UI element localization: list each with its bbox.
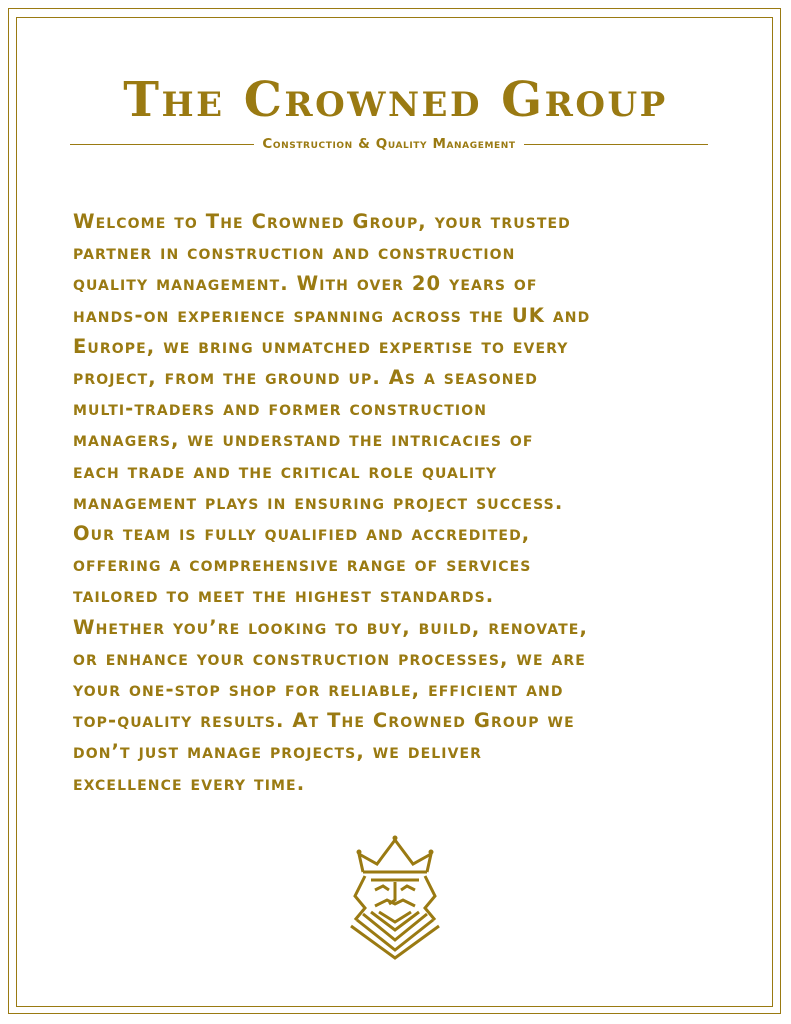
paragraph-line: Whether you’re looking to buy, build, renovate, (73, 615, 588, 639)
beard-stripe (357, 920, 433, 950)
beard-stripe (363, 914, 427, 940)
paragraph-line: each trade and the critical role quality (73, 459, 498, 483)
subtitle-rule-right (524, 144, 708, 145)
paragraph-line: project, from the ground up. As a seasoned (73, 366, 538, 390)
page-title: The Crowned Group (123, 72, 668, 128)
intro-paragraph (73, 206, 733, 799)
paragraph-line: tailored to meet the highest standards. (73, 584, 495, 608)
subtitle-rule-left (70, 144, 254, 145)
subtitle-row (70, 136, 708, 152)
paragraph-line: excellence every time. (73, 771, 306, 795)
paragraph-line: Europe, we bring unmatched expertise to every (73, 334, 569, 358)
eye-left (375, 886, 389, 890)
crown-gem-center (393, 836, 398, 841)
page-subtitle: Construction & Quality Management (262, 136, 516, 152)
paragraph-line: management plays in ensuring project success. (73, 490, 564, 514)
paragraph-line: multi-traders and former construction (73, 397, 488, 421)
crown-gem-left (357, 850, 362, 855)
paragraph-line: top-quality results. At The Crowned Group we (73, 709, 575, 733)
paragraph-line: Our team is fully qualified and accredited, (73, 522, 531, 546)
paragraph-line: don’t just manage projects, we deliver (73, 740, 483, 764)
crown-outline (359, 840, 431, 872)
paragraph-line: partner in construction and construction (73, 241, 516, 265)
crown-gem-right (429, 850, 434, 855)
paragraph-line: offering a comprehensive range of services (73, 553, 532, 577)
paragraph-line: Welcome to The Crowned Group, your trusted (73, 210, 571, 233)
paragraph-line: your one-stop shop for reliable, efficient and (73, 678, 564, 702)
crowned-king-icon (349, 834, 441, 960)
eye-right (401, 886, 415, 890)
paragraph-line: or enhance your construction processes, we are (73, 646, 586, 670)
paragraph-line: managers, we understand the intricacies of (73, 428, 534, 452)
paragraph-line: hands-on experience spanning across the UK and (73, 303, 591, 327)
paragraph-line: quality management. With over 20 years of (73, 272, 538, 296)
